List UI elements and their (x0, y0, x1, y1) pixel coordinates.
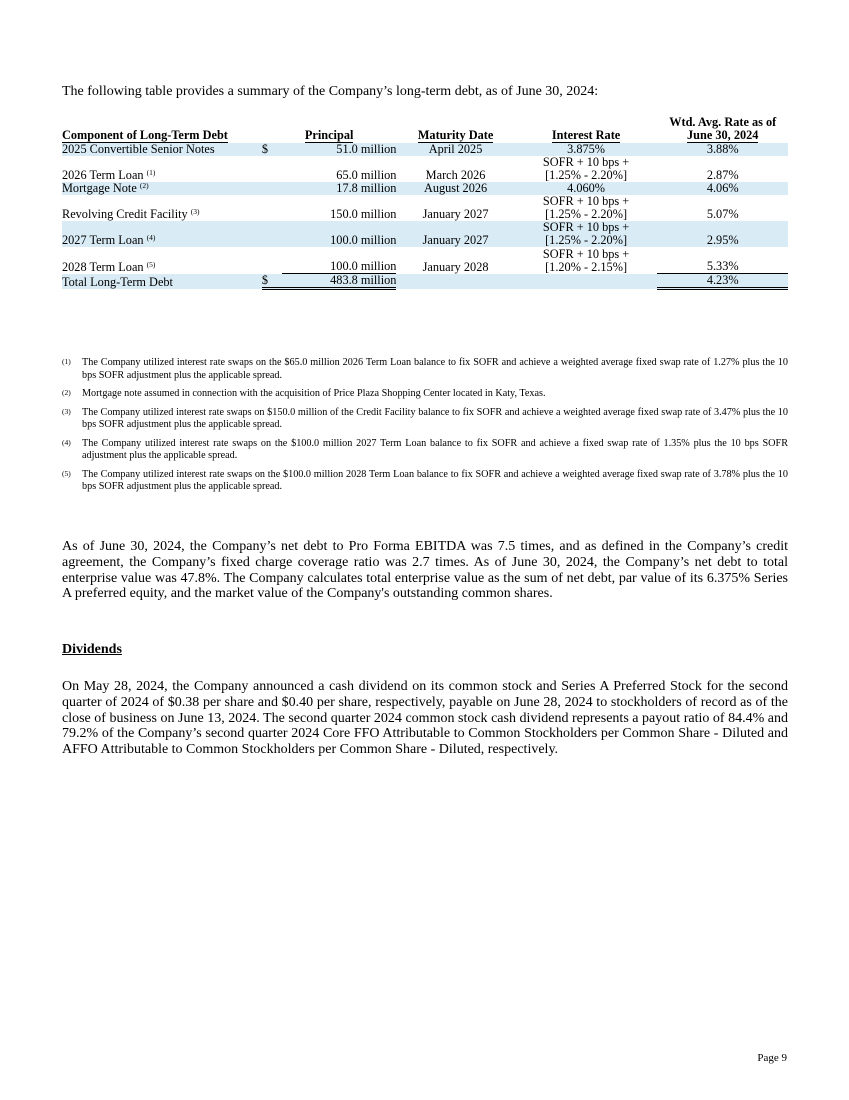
cell-dollar (262, 156, 282, 182)
header-component: Component of Long-Term Debt (62, 128, 228, 142)
cell-rate: SOFR + 10 bps + [1.25% - 2.20%] (542, 155, 630, 182)
cell-maturity: January 2028 (422, 259, 489, 274)
cell-dollar: $ (262, 274, 282, 289)
cell-principal: 100.0 million (282, 221, 396, 247)
cell-rate: 4.060% (515, 182, 658, 195)
page-number: Page 9 (757, 1052, 787, 1064)
cell-component: Total Long-Term Debt (62, 274, 262, 289)
header-interest-rate: Interest Rate (551, 128, 621, 142)
net-debt-paragraph: As of June 30, 2024, the Company’s net debt to Pro Forma EBITDA was 7.5 times, and as defined in the Company’s credit agreement, the Company’s fixed charge coverage ratio was 2.7 times. As of June 30, 2024, the Company’s net debt to total enterprise value was 47.8%. The Company calculates total enterprise value as the sum of net debt, par value of its 6.375% Series A preferred equity, and the market value of the Company's outstanding common shares. (62, 539, 788, 602)
cell-wtd: 4.23% (657, 274, 788, 289)
header-maturity: Maturity Date (417, 128, 494, 142)
footnote (62, 438, 788, 463)
table-row (62, 156, 788, 182)
cell-maturity: January 2027 (422, 207, 489, 221)
table-row (62, 221, 788, 247)
cell-rate: SOFR + 10 bps + [1.25% - 2.20%] (515, 221, 658, 247)
cell-rate: SOFR + 10 bps + [1.20% - 2.15%] (542, 246, 630, 274)
table-header-row (62, 116, 788, 143)
cell-component: Mortgage Note $^{(2)}$ (62, 182, 262, 195)
footnote-text: Mortgage note assumed in connection with the acquisition of Price Plaza Shopping Center located in Katy, Texas. (82, 388, 546, 399)
table-total-row (62, 274, 788, 289)
footnote-ref: (4) (146, 233, 156, 242)
cell-dollar (262, 182, 282, 195)
cell-principal: 51.0 million (282, 143, 396, 156)
cell-principal: 100.0 million (282, 247, 396, 274)
cell-rate: SOFR + 10 bps + [1.25% - 2.20%] (542, 194, 630, 221)
table-intro: The following table provides a summary of the Company’s long-term debt, as of June 30, 2024: (62, 84, 599, 99)
footnote-mark: (5) (62, 468, 71, 478)
footnote-ref: (5) (146, 259, 156, 269)
cell-wtd: 2.95% (657, 221, 788, 247)
cell-maturity: August 2026 (396, 182, 514, 195)
footnote (62, 388, 788, 401)
cell-rate (515, 274, 658, 289)
footnote-mark: (2) (62, 388, 71, 397)
cell-component: 2028 Term Loan $^{(5)}$ (62, 259, 156, 274)
cell-rate: 3.875% (515, 143, 658, 156)
cell-maturity: April 2025 (396, 143, 514, 156)
cell-wtd: 4.06% (657, 182, 788, 195)
footnote-mark: (1) (62, 357, 71, 366)
cell-component: 2025 Convertible Senior Notes (62, 143, 262, 156)
cell-dollar (262, 221, 282, 247)
dividends-heading: Dividends (62, 642, 122, 657)
footnote-mark: (4) (62, 437, 71, 447)
table-row (62, 195, 788, 221)
cell-dollar (262, 195, 282, 221)
cell-dollar (262, 247, 282, 274)
cell-component: 2026 Term Loan $^{(1)}$ (62, 168, 156, 182)
footnotes (62, 357, 788, 500)
cell-wtd: 2.87% (706, 168, 739, 182)
cell-component: 2027 Term Loan $^{(4)}$ (62, 221, 262, 247)
cell-principal: 17.8 million (282, 182, 396, 195)
footnote-text: The Company utilized interest rate swaps on the $65.0 million 2026 Term Loan balance to fix SOFR and achieve a weighted average fixed swap rate of 1.27% plus the 10 bps SOFR adjustment plus the applicable spread. (82, 357, 788, 381)
cell-principal: 150.0 million (330, 207, 397, 221)
footnote-text: The Company utilized interest rate swaps on the $100.0 million 2027 Term Loan balance to fix SOFR and achieve a fixed swap rate of 1.35% plus the 10 bps SOFR adjustment plus the applicable spread. (82, 437, 788, 461)
footnote (62, 407, 788, 432)
footnote-mark: (3) (62, 406, 71, 416)
footnote (62, 469, 788, 494)
cell-wtd: 5.07% (706, 207, 739, 221)
cell-principal: 65.0 million (336, 168, 397, 182)
cell-maturity: March 2026 (425, 168, 486, 182)
cell-dollar: $ (262, 143, 282, 156)
dividends-paragraph: On May 28, 2024, the Company announced a cash dividend on its common stock and Series A Preferred Stock for the second quarter of 2024 of $0.38 per share and $0.40 per share, respectively, payable on June 28, 2024 to stockholders of record as of the close of business on June 13, 2024. The second quarter 2024 common stock cash dividend represents a payout ratio of 84.4% and 79.2% of the Company’s second quarter 2024 Core FFO Attributable to Common Stockholders per Common Share - Diluted and AFFO Attributable to Common Stockholders per Common Share - Diluted, respectively. (62, 679, 788, 758)
cell-component: Revolving Credit Facility $^{(3)}$ (62, 207, 200, 221)
header-wtd-avg-rate: Wtd. Avg. Rate as of June 30, 2024 (669, 115, 777, 142)
footnote-text: The Company utilized interest rate swaps on $150.0 million of the Credit Facility balance to fix SOFR and achieve a weighted average fixed swap rate of 3.47% plus the 10 bps SOFR adjustment plus the applicable spread. (82, 406, 788, 430)
cell-maturity: January 2027 (396, 221, 514, 247)
footnote (62, 357, 788, 382)
table-row (62, 182, 788, 195)
footnote-ref: (2) (139, 181, 149, 190)
footnote-text: The Company utilized interest rate swaps on the $100.0 million 2028 Term Loan balance to fix SOFR and achieve a weighted average fixed swap rate of 3.78% plus the 10 bps SOFR adjustment plus the applicable spread. (82, 468, 788, 492)
cell-principal: 483.8 million (282, 274, 396, 289)
cell-wtd: 3.88% (657, 143, 788, 156)
table-row (62, 247, 788, 274)
footnote-ref: (3) (190, 207, 200, 216)
header-principal: Principal (304, 128, 354, 142)
cell-maturity (396, 274, 514, 289)
long-term-debt-table (62, 116, 788, 290)
footnote-ref: (1) (146, 168, 156, 177)
cell-wtd: 5.33% (657, 247, 788, 274)
table-row (62, 143, 788, 156)
